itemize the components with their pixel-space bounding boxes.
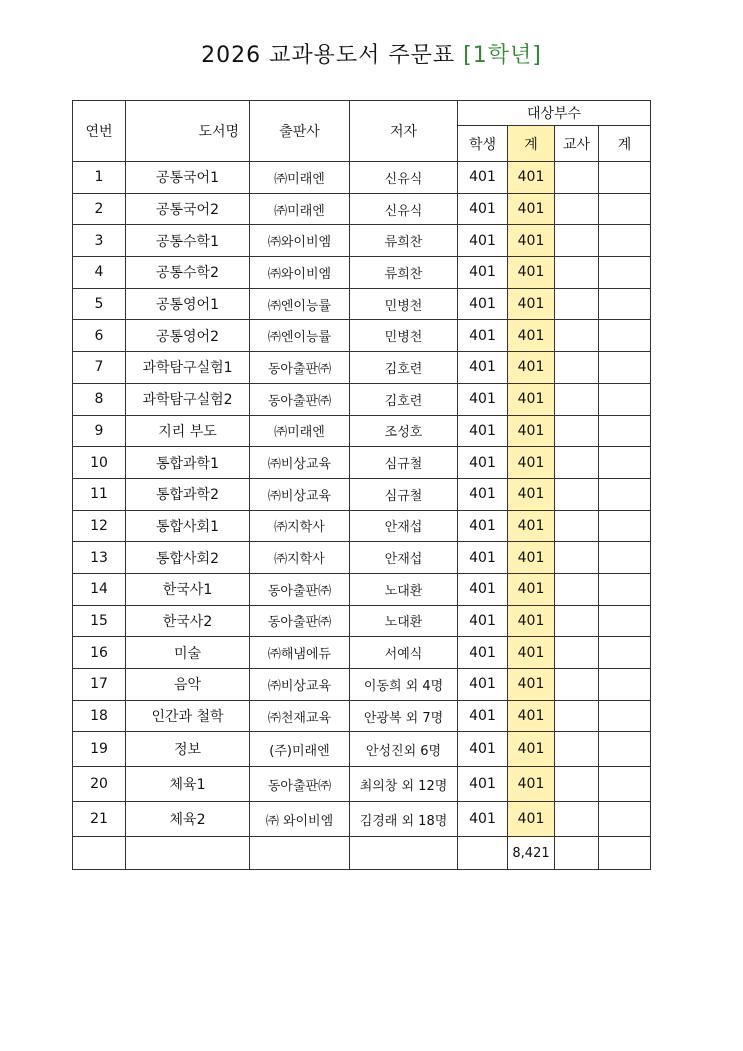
row-no: 4 bbox=[73, 257, 126, 289]
footer-cell bbox=[126, 837, 250, 870]
row-student: 401 bbox=[458, 605, 508, 637]
row-no: 9 bbox=[73, 415, 126, 447]
row-publisher: ㈜비상교육 bbox=[250, 669, 350, 701]
row-publisher: 동아출판㈜ bbox=[250, 383, 350, 415]
table-row bbox=[73, 605, 651, 637]
row-book: 체육1 bbox=[126, 767, 250, 802]
row-author: 김호련 bbox=[350, 352, 458, 384]
row-book: 음악 bbox=[126, 669, 250, 701]
header-total2: 계 bbox=[599, 126, 651, 162]
row-total2 bbox=[599, 257, 651, 289]
row-teacher bbox=[555, 605, 599, 637]
footer-cell bbox=[458, 837, 508, 870]
row-total2 bbox=[599, 288, 651, 320]
row-total: 401 bbox=[508, 605, 555, 637]
row-author: 신유식 bbox=[350, 162, 458, 194]
row-total: 401 bbox=[508, 383, 555, 415]
row-publisher: ㈜미래엔 bbox=[250, 193, 350, 225]
row-author: 노대환 bbox=[350, 605, 458, 637]
row-author: 김경래 외 18명 bbox=[350, 802, 458, 837]
row-total2 bbox=[599, 573, 651, 605]
header-publisher: 출판사 bbox=[250, 101, 350, 162]
header-total: 계 bbox=[508, 126, 555, 162]
row-teacher bbox=[555, 732, 599, 767]
row-author: 안성진외 6명 bbox=[350, 732, 458, 767]
row-no: 7 bbox=[73, 352, 126, 384]
row-student: 401 bbox=[458, 767, 508, 802]
row-book: 통합사회1 bbox=[126, 510, 250, 542]
row-student: 401 bbox=[458, 225, 508, 257]
row-publisher: 동아출판㈜ bbox=[250, 605, 350, 637]
row-teacher bbox=[555, 162, 599, 194]
table-row bbox=[73, 257, 651, 289]
row-total: 401 bbox=[508, 732, 555, 767]
table-row bbox=[73, 288, 651, 320]
row-publisher: ㈜ 와이비엠 bbox=[250, 802, 350, 837]
row-total: 401 bbox=[508, 415, 555, 447]
row-total2 bbox=[599, 802, 651, 837]
row-no: 13 bbox=[73, 542, 126, 574]
table-body bbox=[73, 162, 651, 837]
row-book: 공통영어2 bbox=[126, 320, 250, 352]
row-author: 심규철 bbox=[350, 478, 458, 510]
table-row bbox=[73, 767, 651, 802]
row-student: 401 bbox=[458, 320, 508, 352]
table-row bbox=[73, 637, 651, 669]
row-total: 401 bbox=[508, 193, 555, 225]
table-row bbox=[73, 415, 651, 447]
row-no: 10 bbox=[73, 447, 126, 479]
header-target: 대상부수 bbox=[458, 101, 651, 126]
footer-cell bbox=[350, 837, 458, 870]
table-row bbox=[73, 700, 651, 732]
row-total2 bbox=[599, 193, 651, 225]
row-book: 공통수학1 bbox=[126, 225, 250, 257]
row-student: 401 bbox=[458, 732, 508, 767]
table-row bbox=[73, 383, 651, 415]
row-total2 bbox=[599, 225, 651, 257]
row-student: 401 bbox=[458, 510, 508, 542]
row-total2 bbox=[599, 478, 651, 510]
row-publisher: ㈜해냄에듀 bbox=[250, 637, 350, 669]
row-student: 401 bbox=[458, 383, 508, 415]
row-publisher: ㈜와이비엠 bbox=[250, 225, 350, 257]
row-student: 401 bbox=[458, 669, 508, 701]
row-total2 bbox=[599, 383, 651, 415]
row-no: 20 bbox=[73, 767, 126, 802]
row-publisher: ㈜천재교육 bbox=[250, 700, 350, 732]
row-total2 bbox=[599, 510, 651, 542]
row-book: 지리 부도 bbox=[126, 415, 250, 447]
row-book: 통합과학1 bbox=[126, 447, 250, 479]
row-no: 8 bbox=[73, 383, 126, 415]
row-teacher bbox=[555, 415, 599, 447]
row-total: 401 bbox=[508, 510, 555, 542]
row-no: 5 bbox=[73, 288, 126, 320]
footer-cell bbox=[250, 837, 350, 870]
row-teacher bbox=[555, 225, 599, 257]
row-total: 401 bbox=[508, 288, 555, 320]
header-teacher: 교사 bbox=[555, 126, 599, 162]
page-title bbox=[0, 38, 743, 69]
row-student: 401 bbox=[458, 162, 508, 194]
row-publisher: ㈜미래엔 bbox=[250, 415, 350, 447]
row-publisher: ㈜지학사 bbox=[250, 542, 350, 574]
row-no: 1 bbox=[73, 162, 126, 194]
row-total: 401 bbox=[508, 257, 555, 289]
row-no: 17 bbox=[73, 669, 126, 701]
table-row bbox=[73, 669, 651, 701]
row-student: 401 bbox=[458, 478, 508, 510]
row-total2 bbox=[599, 637, 651, 669]
row-author: 민병천 bbox=[350, 320, 458, 352]
row-total: 401 bbox=[508, 669, 555, 701]
table-row bbox=[73, 732, 651, 767]
row-student: 401 bbox=[458, 637, 508, 669]
row-book: 통합사회2 bbox=[126, 542, 250, 574]
row-author: 안재섭 bbox=[350, 542, 458, 574]
row-publisher: ㈜와이비엠 bbox=[250, 257, 350, 289]
row-no: 18 bbox=[73, 700, 126, 732]
header-author: 저자 bbox=[350, 101, 458, 162]
row-publisher: ㈜엔이능률 bbox=[250, 320, 350, 352]
row-book: 공통영어1 bbox=[126, 288, 250, 320]
row-no: 14 bbox=[73, 573, 126, 605]
row-total2 bbox=[599, 605, 651, 637]
table-row bbox=[73, 510, 651, 542]
row-book: 통합과학2 bbox=[126, 478, 250, 510]
row-total2 bbox=[599, 447, 651, 479]
title-grade: [1학년] bbox=[463, 43, 542, 68]
row-book: 과학탐구실험1 bbox=[126, 352, 250, 384]
row-book: 과학탐구실험2 bbox=[126, 383, 250, 415]
row-no: 6 bbox=[73, 320, 126, 352]
row-teacher bbox=[555, 573, 599, 605]
row-total: 401 bbox=[508, 162, 555, 194]
table-row bbox=[73, 478, 651, 510]
row-total: 401 bbox=[508, 542, 555, 574]
row-total: 401 bbox=[508, 352, 555, 384]
footer-cell bbox=[555, 837, 599, 870]
row-book: 체육2 bbox=[126, 802, 250, 837]
row-author: 류희찬 bbox=[350, 225, 458, 257]
row-no: 12 bbox=[73, 510, 126, 542]
row-no: 16 bbox=[73, 637, 126, 669]
row-book: 공통국어2 bbox=[126, 193, 250, 225]
row-author: 류희찬 bbox=[350, 257, 458, 289]
row-publisher: ㈜비상교육 bbox=[250, 478, 350, 510]
row-teacher bbox=[555, 352, 599, 384]
row-book: 미술 bbox=[126, 637, 250, 669]
row-author: 최의창 외 12명 bbox=[350, 767, 458, 802]
row-student: 401 bbox=[458, 415, 508, 447]
row-no: 21 bbox=[73, 802, 126, 837]
row-total2 bbox=[599, 767, 651, 802]
row-teacher bbox=[555, 637, 599, 669]
header-book: 도서명 bbox=[126, 101, 250, 162]
header-student: 학생 bbox=[458, 126, 508, 162]
row-author: 신유식 bbox=[350, 193, 458, 225]
row-no: 3 bbox=[73, 225, 126, 257]
row-teacher bbox=[555, 700, 599, 732]
row-author: 안광복 외 7명 bbox=[350, 700, 458, 732]
row-book: 공통수학2 bbox=[126, 257, 250, 289]
row-total2 bbox=[599, 320, 651, 352]
row-publisher: ㈜미래엔 bbox=[250, 162, 350, 194]
row-teacher bbox=[555, 542, 599, 574]
row-student: 401 bbox=[458, 542, 508, 574]
row-publisher: 동아출판㈜ bbox=[250, 352, 350, 384]
table-row bbox=[73, 802, 651, 837]
row-teacher bbox=[555, 510, 599, 542]
row-student: 401 bbox=[458, 352, 508, 384]
row-book: 한국사1 bbox=[126, 573, 250, 605]
row-total2 bbox=[599, 162, 651, 194]
row-author: 민병천 bbox=[350, 288, 458, 320]
row-teacher bbox=[555, 669, 599, 701]
row-total2 bbox=[599, 669, 651, 701]
row-student: 401 bbox=[458, 257, 508, 289]
row-teacher bbox=[555, 478, 599, 510]
table-row bbox=[73, 573, 651, 605]
row-total: 401 bbox=[508, 447, 555, 479]
row-teacher bbox=[555, 257, 599, 289]
row-author: 심규철 bbox=[350, 447, 458, 479]
table-row bbox=[73, 542, 651, 574]
row-student: 401 bbox=[458, 447, 508, 479]
row-total: 401 bbox=[508, 767, 555, 802]
row-author: 김호련 bbox=[350, 383, 458, 415]
row-author: 이동희 외 4명 bbox=[350, 669, 458, 701]
table-row bbox=[73, 193, 651, 225]
footer-cell bbox=[73, 837, 126, 870]
row-publisher: ㈜비상교육 bbox=[250, 447, 350, 479]
row-student: 401 bbox=[458, 573, 508, 605]
row-publisher: ㈜지학사 bbox=[250, 510, 350, 542]
row-total2 bbox=[599, 700, 651, 732]
table-row bbox=[73, 352, 651, 384]
row-total: 401 bbox=[508, 802, 555, 837]
row-publisher: 동아출판㈜ bbox=[250, 573, 350, 605]
row-total2 bbox=[599, 352, 651, 384]
table-row bbox=[73, 225, 651, 257]
row-student: 401 bbox=[458, 700, 508, 732]
row-total: 401 bbox=[508, 225, 555, 257]
row-total: 401 bbox=[508, 320, 555, 352]
grand-total: 8,421 bbox=[508, 837, 555, 870]
row-no: 19 bbox=[73, 732, 126, 767]
row-total2 bbox=[599, 542, 651, 574]
row-teacher bbox=[555, 193, 599, 225]
row-student: 401 bbox=[458, 802, 508, 837]
row-total: 401 bbox=[508, 573, 555, 605]
title-main: 2026 교과용도서 주문표 bbox=[201, 43, 456, 68]
table-row bbox=[73, 162, 651, 194]
row-author: 서예식 bbox=[350, 637, 458, 669]
row-total: 401 bbox=[508, 700, 555, 732]
row-no: 11 bbox=[73, 478, 126, 510]
row-total: 401 bbox=[508, 637, 555, 669]
row-total2 bbox=[599, 732, 651, 767]
row-book: 공통국어1 bbox=[126, 162, 250, 194]
row-author: 노대환 bbox=[350, 573, 458, 605]
row-teacher bbox=[555, 802, 599, 837]
row-total: 401 bbox=[508, 478, 555, 510]
row-author: 안재섭 bbox=[350, 510, 458, 542]
row-teacher bbox=[555, 447, 599, 479]
footer-cell bbox=[599, 837, 651, 870]
row-book: 정보 bbox=[126, 732, 250, 767]
row-teacher bbox=[555, 767, 599, 802]
header-no: 연번 bbox=[73, 101, 126, 162]
row-book: 인간과 철학 bbox=[126, 700, 250, 732]
row-publisher: 동아출판㈜ bbox=[250, 767, 350, 802]
row-no: 15 bbox=[73, 605, 126, 637]
row-total2 bbox=[599, 415, 651, 447]
row-student: 401 bbox=[458, 288, 508, 320]
table-row bbox=[73, 320, 651, 352]
order-table bbox=[72, 100, 651, 870]
table-row bbox=[73, 447, 651, 479]
row-teacher bbox=[555, 383, 599, 415]
row-teacher bbox=[555, 320, 599, 352]
row-no: 2 bbox=[73, 193, 126, 225]
row-teacher bbox=[555, 288, 599, 320]
row-student: 401 bbox=[458, 193, 508, 225]
row-book: 한국사2 bbox=[126, 605, 250, 637]
row-publisher: ㈜엔이능률 bbox=[250, 288, 350, 320]
row-author: 조성호 bbox=[350, 415, 458, 447]
row-publisher: (주)미래엔 bbox=[250, 732, 350, 767]
